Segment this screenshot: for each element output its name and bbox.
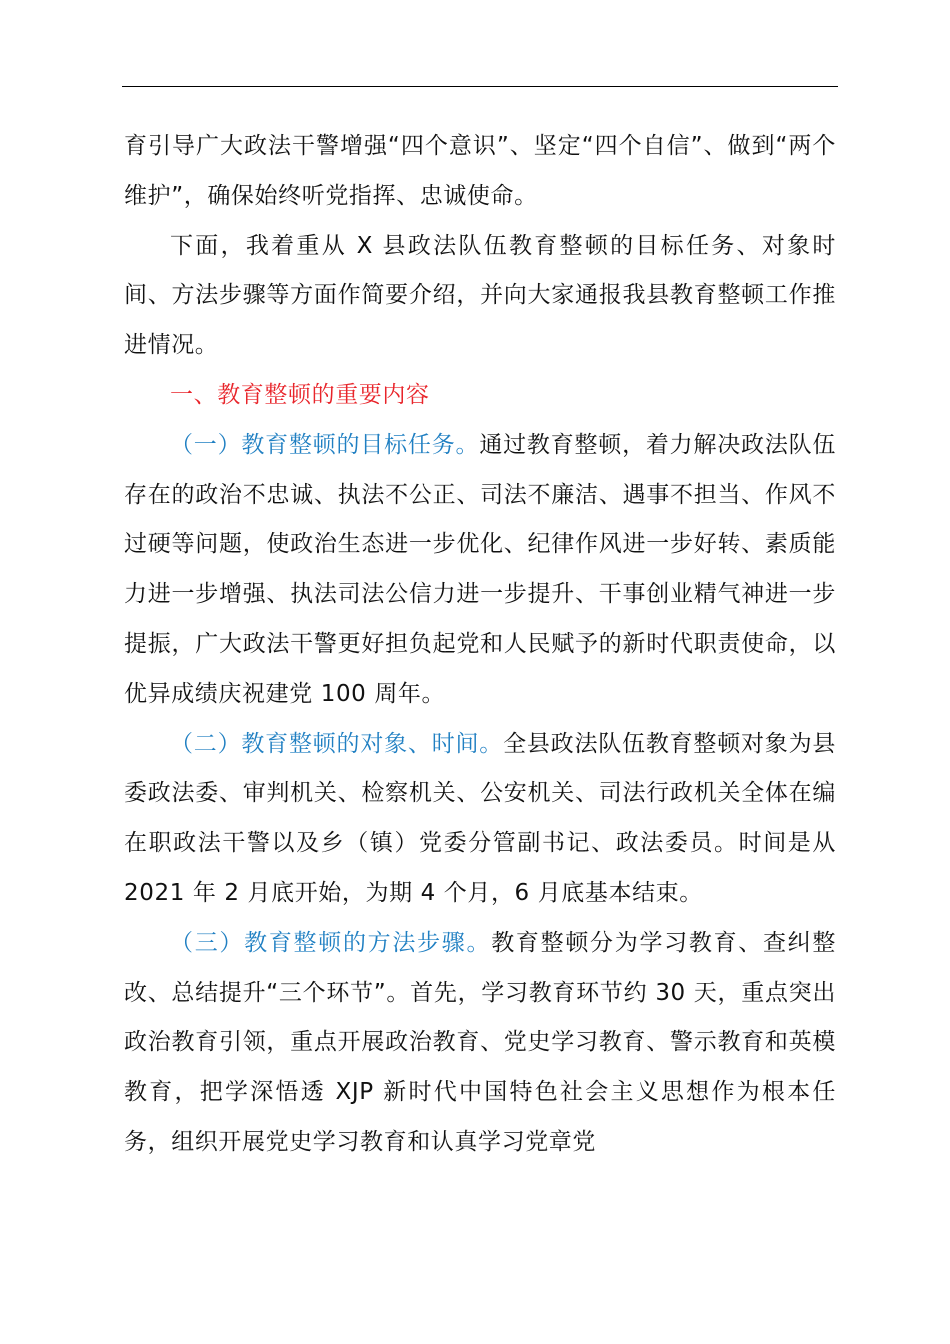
subsection-3-body: 教育整顿分为学习教育、查纠整改、总结提升“三个环节”。首先，学习教育环节约 30 天，重点突出政治教育引领，重点开展政治教育、党史学习教育、警示教育和英模教育，把学深悟透 XJP 新时代中国特色社会主义思想作为根本任务，组织开展党史学习教育和认真学习党章党 [124,929,836,1155]
subsection-1-body: 通过教育整顿，着力解决政法队伍存在的政治不忠诚、执法不公正、司法不廉洁、遇事不担当、作风不过硬等问题，使政治生态进一步优化、纪律作风进一步好转、素质能力进一步增强、执法司法公信力进一步提升、干事创业精气神进一步提振，广大政法干警更好担负起党和人民赋予的新时代职责使命，以优异成绩庆祝建党 100 周年。 [124,431,837,707]
subsection-3 [124,919,836,1168]
subsection-1-title: （一）教育整顿的目标任务。 [170,431,480,458]
subsection-3-title: （三）教育整顿的方法步骤。 [170,929,492,956]
subsection-2-body: 全县政法队伍教育整顿对象为县委政法委、审判机关、检察机关、公安机关、司法行政机关全体在编在职政法干警以及乡（镇）党委分管副书记、政法委员。时间是从 2021 年 2 月底开始，为期 4 个月，6 月底基本结束。 [124,730,836,906]
paragraph-continuation: 育引导广大政法干警增强“四个意识”、坚定“四个自信”、做到“两个维护”，确保始终听党指挥、忠诚使命。 [124,133,836,209]
header-rule [122,86,838,87]
subsection-2 [124,720,836,919]
subsection-1 [124,421,836,720]
paragraph-intro: 下面，我着重从 X 县政法队伍教育整顿的目标任务、对象时间、方法步骤等方面作简要介绍，并向大家通报我县教育整顿工作推进情况。 [124,232,836,359]
document-body [124,122,836,1168]
section-heading-1: 一、教育整顿的重要内容 [170,381,430,408]
subsection-2-title: （二）教育整顿的对象、时间。 [170,730,504,757]
